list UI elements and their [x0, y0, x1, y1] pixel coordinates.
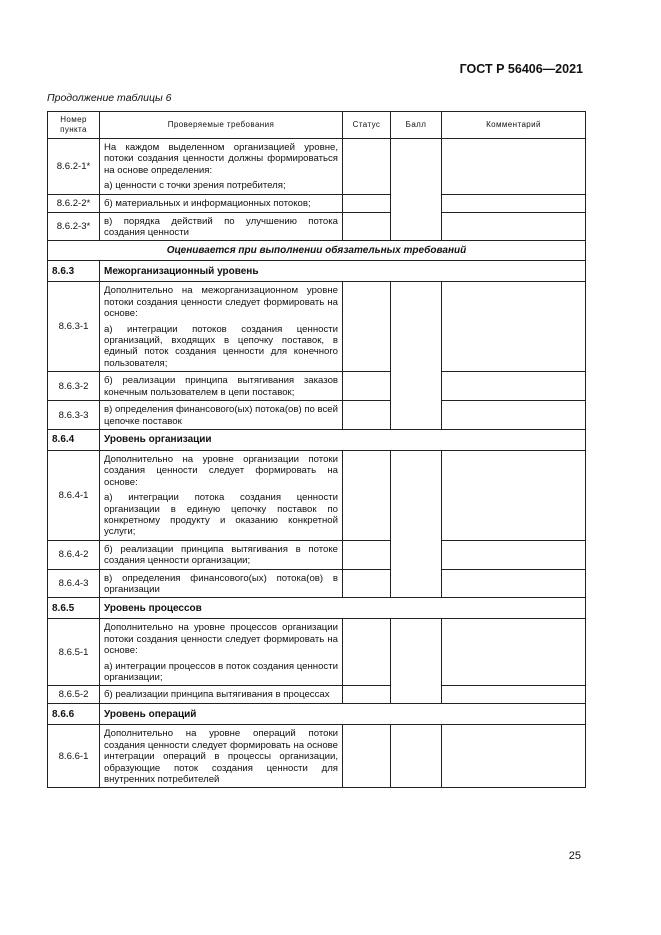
requirement-item: б) реализации принципа вытягивания в процессах [104, 689, 330, 701]
section-title: Межорганизационный уровень [100, 261, 586, 282]
status-cell[interactable] [343, 725, 391, 788]
requirement-item: б) реализации принципа вытягивания заказов конечным пользователем в цепи поставок; [104, 375, 338, 398]
requirement-item: б) материальных и информационных потоков; [104, 197, 311, 209]
row-number: 8.6.4-2 [48, 540, 100, 569]
row-number: 8.6.3-3 [48, 401, 100, 430]
row-number: 8.6.2-3* [48, 212, 100, 241]
section-title: Уровень операций [100, 704, 586, 725]
table-row [48, 619, 586, 686]
score-cell[interactable] [391, 619, 442, 704]
row-requirement [100, 686, 343, 704]
table-row [48, 139, 586, 195]
row-number: 8.6.4-1 [48, 450, 100, 540]
table-header-row [48, 112, 586, 139]
header-requirements: Проверяемые требования [100, 112, 343, 139]
row-number: 8.6.3-2 [48, 372, 100, 401]
requirement-item: в) определения финансового(ых) потока(ов) в организации [104, 572, 338, 595]
requirement-intro: Дополнительно на межорганизационном уровне потоки создания ценности следует формировать на основе: [104, 285, 338, 320]
section-number: 8.6.4 [48, 429, 100, 450]
row-requirement [100, 725, 343, 788]
comment-cell[interactable] [442, 372, 586, 401]
requirement-item: Дополнительно на уровне операций потоки создания ценности следует формировать на основе интеграции операций в процессы организации, образующие поток создания ценности для внутренних потребителей [104, 728, 338, 786]
section-number: 8.6.6 [48, 704, 100, 725]
table-row [48, 282, 586, 372]
comment-cell[interactable] [442, 619, 586, 686]
row-number: 8.6.2-2* [48, 194, 100, 212]
table-row [48, 686, 586, 704]
status-cell[interactable] [343, 194, 391, 212]
evaluation-banner: Оценивается при выполнении обязательных требований [48, 241, 586, 261]
section-row [48, 429, 586, 450]
status-cell[interactable] [343, 212, 391, 241]
header-status: Статус [343, 112, 391, 139]
comment-cell[interactable] [442, 686, 586, 704]
evaluation-banner-row [48, 241, 586, 261]
status-cell[interactable] [343, 569, 391, 598]
row-number: 8.6.2-1* [48, 139, 100, 195]
row-requirement [100, 450, 343, 540]
row-requirement [100, 282, 343, 372]
row-number: 8.6.3-1 [48, 282, 100, 372]
score-cell[interactable] [391, 450, 442, 597]
table-row [48, 194, 586, 212]
requirement-item: а) ценности с точки зрения потребителя; [104, 180, 286, 192]
requirements-table [47, 111, 586, 788]
comment-cell[interactable] [442, 569, 586, 598]
header-comment: Комментарий [442, 112, 586, 139]
header-number: Номер пункта [48, 112, 100, 139]
status-cell[interactable] [343, 139, 391, 195]
score-cell[interactable] [391, 725, 442, 788]
section-row [48, 704, 586, 725]
requirement-item: а) интеграции потоков создания ценности организаций, входящих в цепочку поставок, в единый поток создания ценности для конечного пользователя; [104, 323, 338, 369]
document-code: ГОСТ Р 56406—2021 [459, 62, 583, 76]
requirement-item: б) реализации принципа вытягивания в потоке создания ценности организации; [104, 543, 338, 567]
table-row [48, 569, 586, 598]
status-cell[interactable] [343, 540, 391, 569]
comment-cell[interactable] [442, 725, 586, 788]
comment-cell[interactable] [442, 450, 586, 540]
section-number: 8.6.5 [48, 598, 100, 619]
comment-cell[interactable] [442, 139, 586, 195]
row-requirement [100, 619, 343, 686]
row-requirement [100, 569, 343, 598]
requirement-item: в) определения финансового(ых) потока(ов) по всей цепочке поставок [104, 404, 338, 427]
row-number: 8.6.6-1 [48, 725, 100, 788]
requirement-intro: На каждом выделенном организацией уровне, потоки создания ценности должны формироваться на основе определения: [104, 142, 338, 176]
row-requirement [100, 212, 343, 241]
row-requirement [100, 540, 343, 569]
requirement-intro: Дополнительно на уровне процессов организации потоки создания ценности следует формировать на основе: [104, 622, 338, 657]
status-cell[interactable] [343, 450, 391, 540]
section-title: Уровень процессов [100, 598, 586, 619]
comment-cell[interactable] [442, 212, 586, 241]
table-row [48, 401, 586, 430]
status-cell[interactable] [343, 619, 391, 686]
row-requirement [100, 194, 343, 212]
status-cell[interactable] [343, 401, 391, 430]
row-number: 8.6.4-3 [48, 569, 100, 598]
requirement-item: а) интеграции процессов в поток создания ценности организации; [104, 660, 338, 683]
comment-cell[interactable] [442, 282, 586, 372]
row-requirement [100, 139, 343, 195]
table-row [48, 450, 586, 540]
row-number: 8.6.5-1 [48, 619, 100, 686]
table-row [48, 372, 586, 401]
requirement-item: а) интеграции потока создания ценности организации в единую цепочку поставок по конкретному продукту и оказанию конкретной услуги; [104, 492, 338, 538]
page-number: 25 [568, 850, 581, 862]
requirement-item: в) порядка действий по улучшению потока создания ценности [104, 215, 338, 239]
row-requirement [100, 401, 343, 430]
requirement-intro: Дополнительно на уровне организации потоки создания ценности следует формировать на основе: [104, 453, 338, 488]
table-row [48, 212, 586, 241]
score-cell[interactable] [391, 282, 442, 429]
section-row [48, 261, 586, 282]
comment-cell[interactable] [442, 194, 586, 212]
score-cell[interactable] [391, 139, 442, 241]
section-title: Уровень организации [100, 429, 586, 450]
status-cell[interactable] [343, 282, 391, 372]
table-row [48, 540, 586, 569]
table-continuation-caption: Продолжение таблицы 6 [47, 92, 172, 104]
status-cell[interactable] [343, 372, 391, 401]
header-score: Балл [391, 112, 442, 139]
table-row [48, 725, 586, 788]
row-requirement [100, 372, 343, 401]
section-row [48, 598, 586, 619]
status-cell[interactable] [343, 686, 391, 704]
comment-cell[interactable] [442, 401, 586, 430]
row-number: 8.6.5-2 [48, 686, 100, 704]
section-number: 8.6.3 [48, 261, 100, 282]
comment-cell[interactable] [442, 540, 586, 569]
